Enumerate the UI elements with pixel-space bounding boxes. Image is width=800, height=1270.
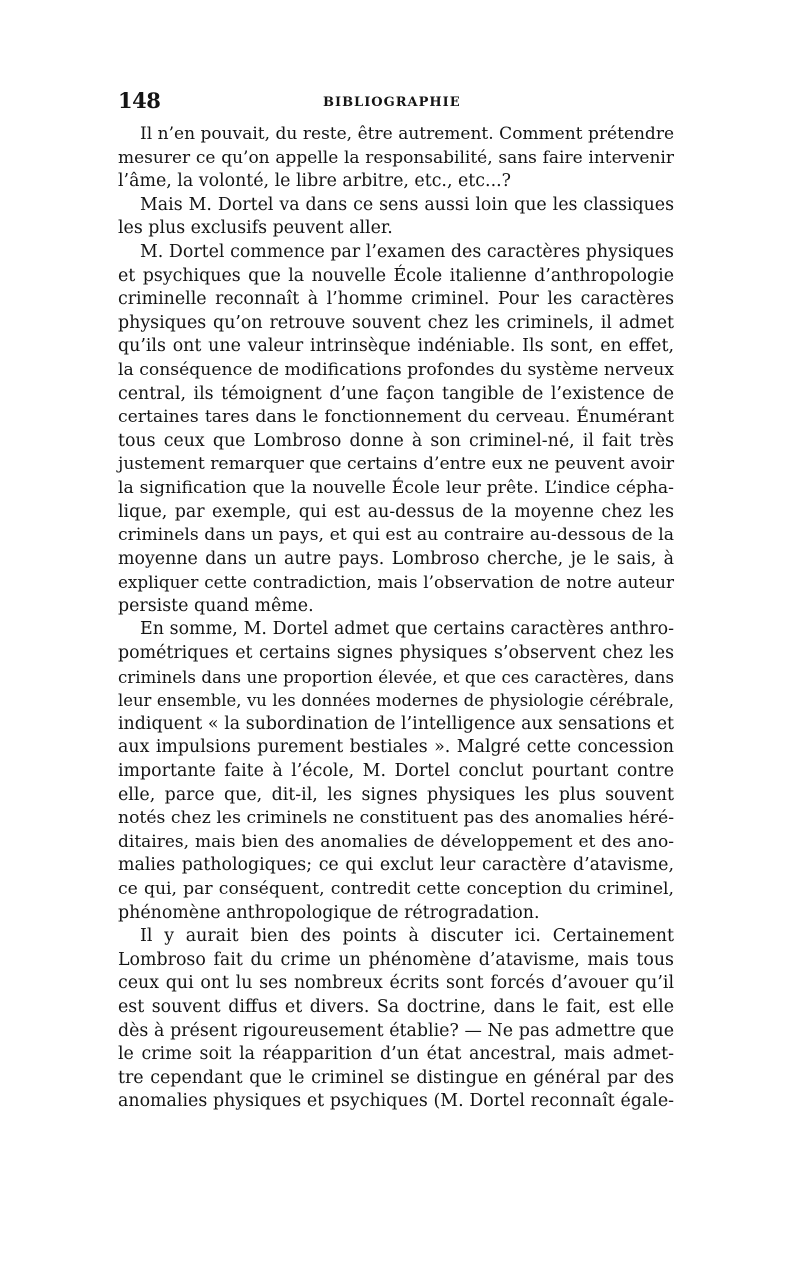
text-line: justement remarquer que certains d’entre eux ne peuvent avoir bbox=[118, 454, 675, 475]
text-line: criminels dans une proportion élevée, et que ces caractères, dans bbox=[118, 667, 674, 687]
text-line: En somme, M. Dortel admet que certains caractères anthro- bbox=[140, 619, 674, 640]
text-line: central, ils témoignent d’une façon tangible de l’existence de bbox=[118, 383, 674, 404]
text-line: M. Dortel commence par l’examen des caractères physiques bbox=[140, 241, 674, 262]
text-line: persiste quand même. bbox=[118, 595, 314, 616]
text-line: tre cependant que le criminel se distingue en général par des bbox=[118, 1067, 674, 1088]
text-line: criminelle reconnaît à l’homme criminel. Pour les caractères bbox=[118, 289, 674, 310]
text-line: Il y aurait bien des points à discuter ici. Certainement bbox=[140, 926, 674, 947]
text-line: malies pathologiques; ce qui exclut leur caractère d’atavisme, bbox=[118, 855, 674, 876]
paragraph bbox=[118, 925, 674, 1114]
text-line: ceux qui ont lu ses nombreux écrits sont forcés d’avouer qu’il bbox=[118, 973, 674, 994]
text-line: criminels dans un pays, et qui est au contraire au-dessous de la bbox=[118, 525, 674, 546]
text-line: leur ensemble, vu les données modernes de physiologie cérébrale, bbox=[118, 691, 674, 711]
text-line: l’âme, la volonté, le libre arbitre, etc., etc...? bbox=[118, 171, 511, 192]
text-line: et psychiques que la nouvelle École italienne d’anthropologie bbox=[118, 265, 674, 286]
text-line: le crime soit la réapparition d’un état ancestral, mais admet- bbox=[118, 1044, 674, 1065]
text-line: dès à présent rigoureusement établie? — Ne pas admettre que bbox=[118, 1020, 674, 1041]
text-line: lique, par exemple, qui est au-dessus de la moyenne chez les bbox=[118, 501, 674, 522]
page-number: 148 bbox=[118, 88, 161, 113]
text-line: notés chez les criminels ne constituent pas des anomalies héré- bbox=[118, 808, 674, 829]
text-line: la conséquence de modifications profondes du système nerveux bbox=[118, 359, 674, 380]
text-line: elle, parce que, dit-il, les signes physiques les plus souvent bbox=[118, 784, 674, 805]
text-line: anomalies physiques et psychiques (M. Dortel reconnaît égale- bbox=[118, 1091, 674, 1112]
page-header bbox=[118, 88, 676, 118]
paragraph bbox=[118, 618, 674, 925]
text-line: pométriques et certains signes physiques s’observent chez les bbox=[118, 643, 674, 664]
text-line: mesurer ce qu’on appelle la responsabilité, sans faire intervenir bbox=[118, 147, 674, 168]
text-line: certaines tares dans le fonctionnement du cerveau. Énumérant bbox=[118, 407, 674, 428]
text-line: aux impulsions purement bestiales ». Malgré cette concession bbox=[118, 737, 674, 758]
text-line: Lombroso fait du crime un phénomène d’atavisme, mais tous bbox=[118, 949, 674, 970]
text-line: ditaires, mais bien des anomalies de développement et des ano- bbox=[118, 831, 674, 852]
paragraph bbox=[118, 123, 674, 194]
text-line: qu’ils ont une valeur intrinsèque indéniable. Ils sont, en effet, bbox=[118, 336, 674, 357]
text-line: la signification que la nouvelle École leur prête. L’indice cépha- bbox=[118, 477, 674, 498]
text-line: est souvent diffus et divers. Sa doctrine, dans le fait, est elle bbox=[118, 996, 674, 1017]
paragraph bbox=[118, 241, 674, 619]
text-line: physiques qu’on retrouve souvent chez les criminels, il admet bbox=[118, 312, 674, 333]
text-line: tous ceux que Lombroso donne à son criminel-né, il fait très bbox=[118, 430, 674, 451]
text-line: indiquent « la subordination de l’intelligence aux sensations et bbox=[118, 713, 674, 734]
text-line: importante faite à l’école, M. Dortel conclut pourtant contre bbox=[118, 761, 674, 782]
page-body bbox=[118, 123, 674, 1114]
text-line: moyenne dans un autre pays. Lombroso cherche, je le sais, à bbox=[118, 548, 674, 569]
text-line: Il n’en pouvait, du reste, être autrement. Comment prétendre bbox=[140, 124, 674, 144]
text-line: expliquer cette contradiction, mais l’observation de notre auteur bbox=[118, 572, 674, 593]
paragraph bbox=[118, 194, 674, 241]
text-line: ce qui, par conséquent, contredit cette conception du criminel, bbox=[118, 879, 674, 899]
running-head: BIBLIOGRAPHIE bbox=[323, 95, 461, 110]
text-line: Mais M. Dortel va dans ce sens aussi loin que les classiques bbox=[140, 194, 674, 215]
text-line: phénomène anthropologique de rétrogradation. bbox=[118, 902, 540, 923]
text-line: les plus exclusifs peuvent aller. bbox=[118, 218, 393, 239]
